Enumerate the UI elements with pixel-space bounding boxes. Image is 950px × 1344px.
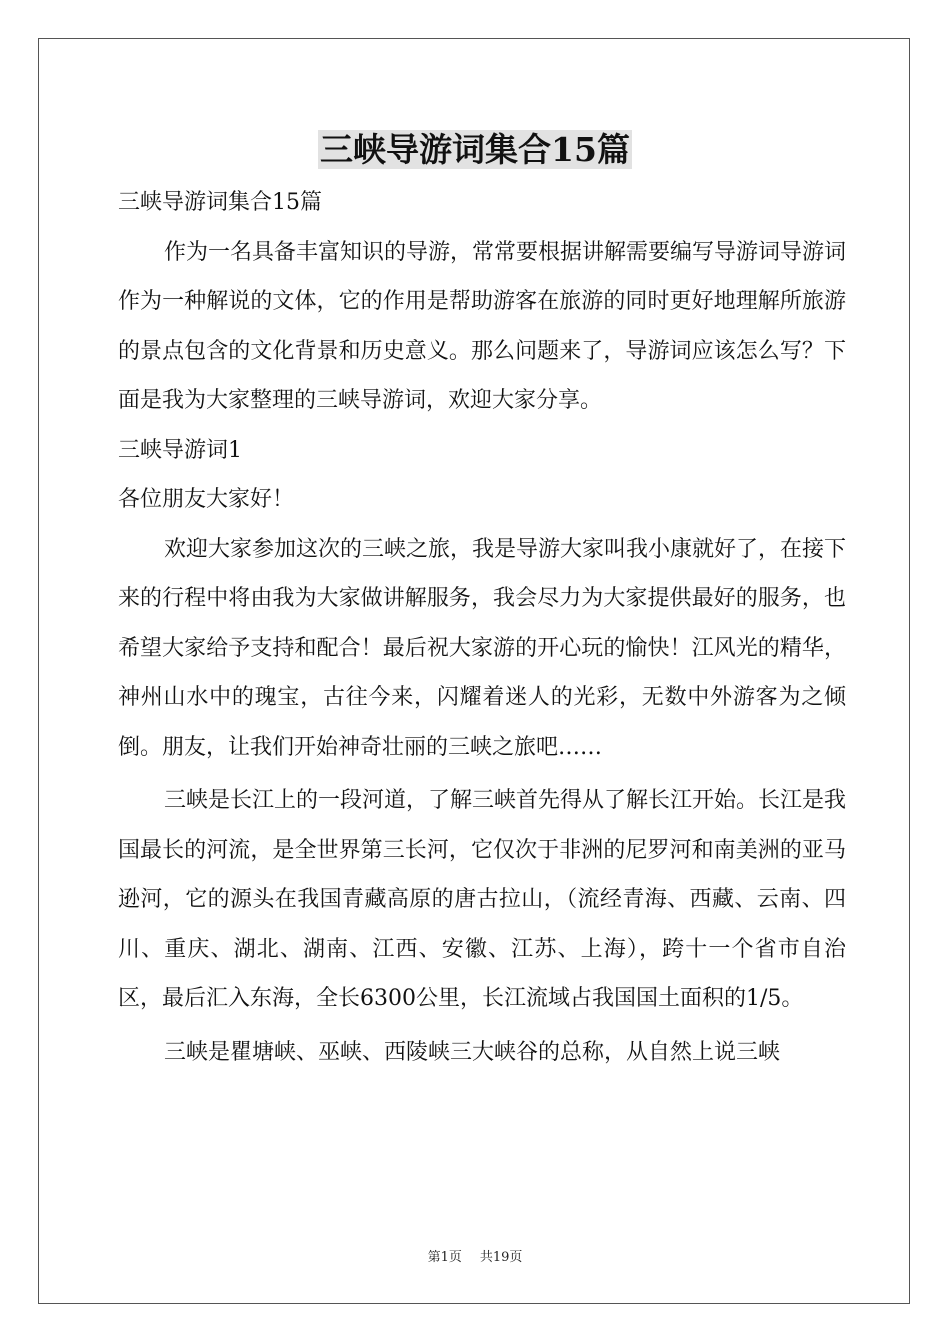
page-total: 共19页 [479, 1250, 523, 1265]
paragraph-welcome: 欢迎大家参加这次的三峡之旅，我是导游大家叫我小康就好了，在接下来的行程中将由我为大家做讲解服务，我会尽力为大家提供最好的服务，也希望大家给予支持和配合！最后祝大家游的开心玩的愉快！江风光的精华，神州山水中的瑰宝，古往今来，闪耀着迷人的光彩，无数中外游客为之倾倒。朋友，让我们开始神奇壮丽的三峡之旅吧…… [118, 536, 847, 760]
page-number: 第1页 [427, 1250, 462, 1265]
page-footer [0, 1250, 950, 1266]
paragraph-intro: 作为一名具备丰富知识的导游，常常要根据讲解需要编写导游词导游词作为一种解说的文体，它的作用是帮助游客在旅游的同时更好地理解所旅游的景点包含的文化背景和历史意义。那么问题来了，导游词应该怎么写？下面是我为大家整理的三峡导游词，欢迎大家分享。 [118, 239, 847, 413]
paragraph-subtitle: 三峡导游词集合15篇 [118, 190, 322, 215]
document-title [0, 128, 950, 172]
paragraph-three-gorges: 三峡是瞿塘峡、巫峡、西陵峡三大峡谷的总称，从自然上说三峡 [164, 1039, 781, 1065]
paragraph-yangtze: 三峡是长江上的一段河道，了解三峡首先得从了解长江开始。长江是我国最长的河流，是全世界第三长河，它仅次于非洲的尼罗河和南美洲的亚马逊河，它的源头在我国青藏高原的唐古拉山，（流经青海、西藏、云南、四川、重庆、湖北、湖南、江西、安徽、江苏、上海），跨十一个省市自治区，最后汇入东海，全长6300公里，长江流域占我国国土面积的1/5。 [118, 788, 847, 1011]
document-body [118, 178, 846, 1077]
document-title-text: 三峡导游词集合15篇 [320, 130, 630, 169]
section-heading: 三峡导游词1 [118, 437, 242, 463]
paragraph-greeting: 各位朋友大家好！ [118, 487, 295, 512]
